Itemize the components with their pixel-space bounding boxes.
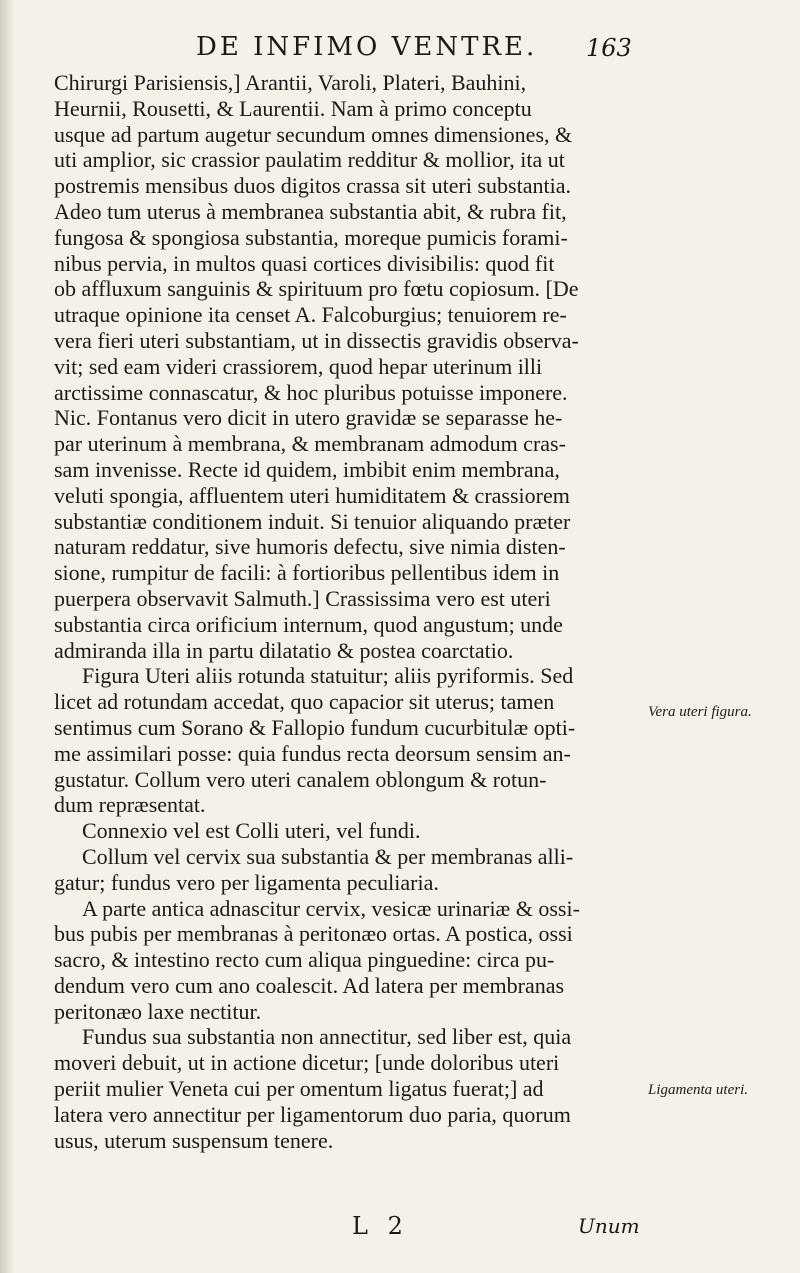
text-line: puerpera observavit Salmuth.] Crassissima vero est uteri xyxy=(54,585,551,611)
text-line: gustatur. Collum vero uteri canalem oblongum & rotun- xyxy=(54,766,547,792)
text-line: Chirurgi Parisiensis,] Arantii, Varoli, Plateri, Bauhini, xyxy=(54,70,527,95)
paragraph-fundus xyxy=(54,1024,638,1153)
paragraph-connexio xyxy=(54,818,638,844)
text-line: periit mulier Veneta cui per omentum ligatus fuerat;] ad xyxy=(54,1076,544,1102)
text-line: uti amplior, sic crassior paulatim redditur & mollior, ita ut xyxy=(54,147,565,173)
main-text xyxy=(54,70,638,1153)
paragraph-figura xyxy=(54,663,638,818)
text-line: Heurnii, Rousetti, & Laurentii. Nam à primo conceptu xyxy=(54,95,532,121)
text-line: dum repræsentat. xyxy=(54,792,206,818)
text-line: ob affluxum sanguinis & spirituum pro fœtu copiosum. [De xyxy=(54,276,579,302)
text-line: nibus pervia, in multos quasi cortices divisibilis: quod fit xyxy=(54,250,555,276)
text-line: sacro, & intestino recto cum aliqua pinguedine: circa pu- xyxy=(54,947,555,973)
text-line: latera vero annectitur per ligamentorum duo paria, quorum xyxy=(54,1101,571,1127)
text-line: gatur; fundus vero per ligamenta peculiaria. xyxy=(54,869,439,895)
paragraph-collum xyxy=(54,844,638,896)
text-line: bus pubis per membranas à peritonæo ortas. A postica, ossi xyxy=(54,921,573,947)
text-line: par uterinum à membrana, & membranam admodum cras- xyxy=(54,431,566,457)
text-line: usus, uterum suspensum tenere. xyxy=(54,1127,334,1153)
signature-mark: L 2 xyxy=(352,1212,409,1240)
text-line: arctissime connascatur, & hoc pluribus potuisse imponere. xyxy=(54,379,568,405)
text-line: Figura Uteri aliis rotunda statuitur; aliis pyriformis. Sed xyxy=(82,663,574,689)
page-number: 163 xyxy=(586,34,632,62)
text-line: dendum vero cum ano coalescit. Ad latera per membranas xyxy=(54,972,565,998)
text-line: vit; sed eam videri crassiorem, quod hepar uterinum illi xyxy=(54,353,543,379)
text-line: postremis mensibus duos digitos crassa sit uteri substantia. xyxy=(54,173,571,199)
margin-note-figura: Vera uteri figura. xyxy=(648,704,752,720)
text-line: admiranda illa in partu dilatatio & postea coarctatio. xyxy=(54,637,514,663)
paragraph-substantia xyxy=(54,70,638,663)
page-edge-shadow xyxy=(0,0,14,1273)
text-line: Connexio vel est Colli uteri, vel fundi. xyxy=(82,818,421,844)
text-line: peritonæo laxe nectitur. xyxy=(54,998,262,1024)
text-line: naturam reddatur, sive humoris defectu, sive nimia disten- xyxy=(54,534,566,560)
text-line: substantiæ conditionem induit. Si tenuior aliquando præter xyxy=(54,508,571,534)
running-title: DE INFIMO VENTRE. xyxy=(196,32,538,62)
catchword: Unum xyxy=(578,1214,640,1238)
text-line: sentimus cum Sorano & Fallopio fundum cucurbitulæ opti- xyxy=(54,714,576,740)
text-line: licet ad rotundam accedat, quo capacior sit uterus; tamen xyxy=(54,689,555,715)
text-line: fungosa & spongiosa substantia, moreque pumicis forami- xyxy=(54,224,568,250)
text-line: vera fieri uteri substantiam, ut in dissectis gravidis observa- xyxy=(54,327,579,353)
paragraph-parte-antica xyxy=(54,896,638,1025)
text-line: Collum vel cervix sua substantia & per membranas alli- xyxy=(82,843,574,869)
text-line: veluti spongia, affluentem uteri humiditatem & crassiorem xyxy=(54,482,570,508)
text-line: me assimilari posse: quia fundus recta deorsum sensim an- xyxy=(54,740,571,766)
margin-note-ligamenta: Ligamenta uteri. xyxy=(648,1082,748,1098)
text-line: Nic. Fontanus vero dicit in utero gravidæ se separasse he- xyxy=(54,405,563,431)
text-line: sam invenisse. Recte id quidem, imbibit enim membrana, xyxy=(54,456,560,482)
text-line: Fundus sua substantia non annectitur, sed liber est, quia xyxy=(82,1024,572,1050)
text-line: A parte antica adnascitur cervix, vesicæ urinariæ & ossi- xyxy=(82,895,580,921)
text-line: substantia circa orificium internum, quod angustum; unde xyxy=(54,611,563,637)
text-line: Adeo tum uterus à membranea substantia abit, & rubra fit, xyxy=(54,198,567,224)
text-line: moveri debuit, ut in actione dicetur; [unde doloribus uteri xyxy=(54,1050,560,1076)
text-line: utraque opinione ita censet A. Falcoburgius; tenuiorem re- xyxy=(54,302,567,328)
text-line: usque ad partum augetur secundum omnes dimensiones, & xyxy=(54,121,573,147)
text-line: sione, rumpitur de facili: à fortioribus pellentibus idem in xyxy=(54,560,560,586)
